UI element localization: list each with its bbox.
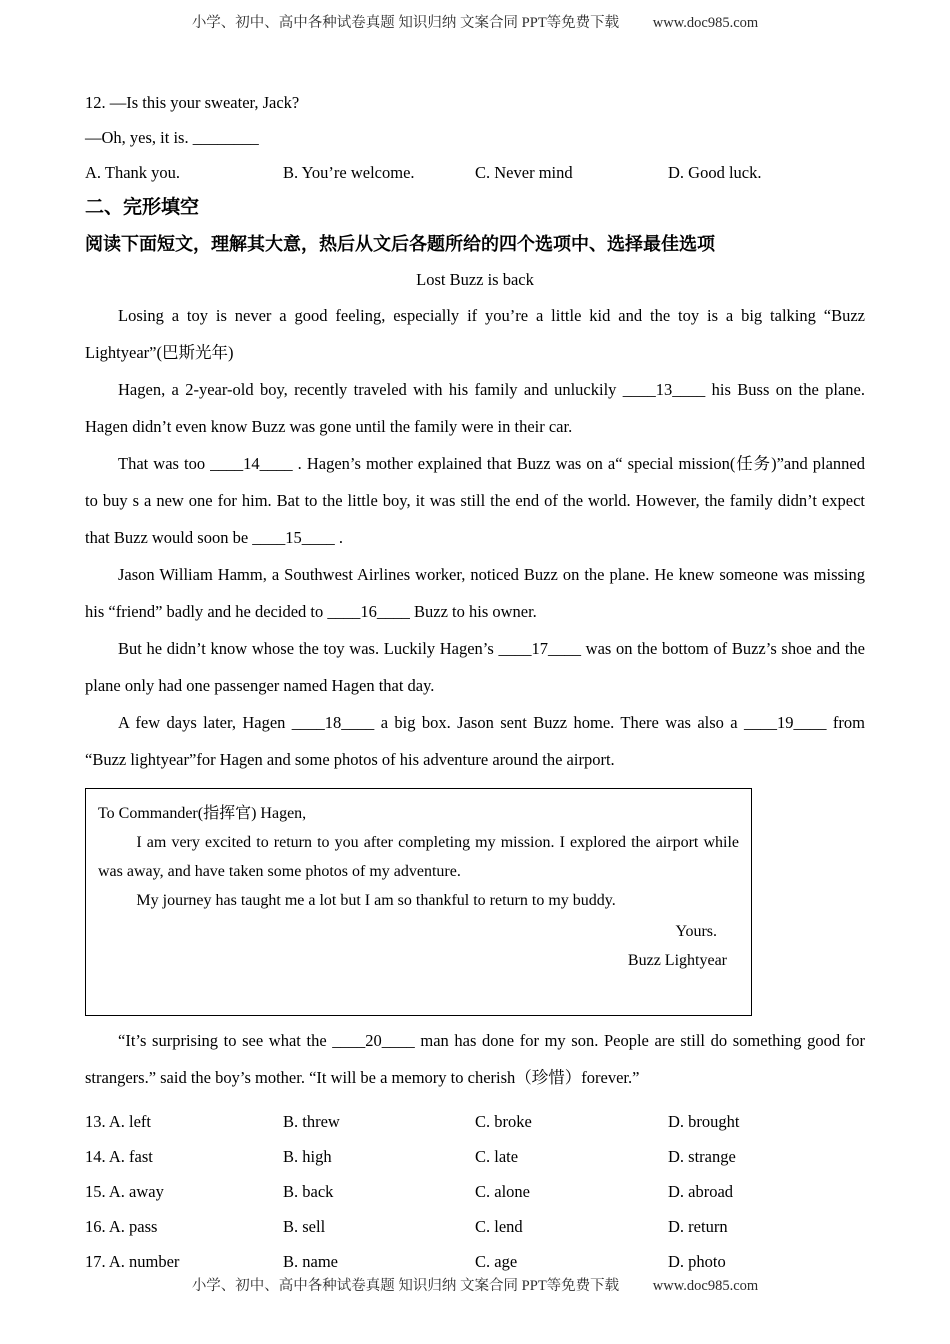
choice-cell: 14. A. fast [85,1147,153,1166]
question-12-line-1: 12. —Is this your sweater, Jack? [85,93,300,112]
choice-cell: D. photo [668,1252,726,1271]
choice-row [85,1244,865,1279]
choice-row [85,1104,865,1139]
choice-cell: 17. A. number [85,1252,180,1271]
question-12-options [85,155,865,190]
passage-paragraph: Hagen, a 2-year-old boy, recently traveled with his family and unluckily ____13____ his Buss on the plane. Hagen didn’t even know Buzz was gone until the family were in their car. [85,380,865,436]
choices-table [85,1104,865,1279]
choice-cell: B. threw [283,1112,340,1131]
cloze-passage [85,297,865,778]
choice-cell: B. name [283,1252,338,1271]
passage-paragraph: That was too ____14____ . Hagen’s mother explained that Buzz was on a“ special mission(任务)”and planned to buy s a new one for him. Bat to the little boy, it was still the end of the world. However, the family didn’t expect that Buzz would soon be ____15____ . [85,454,865,547]
choice-cell: D. brought [668,1112,740,1131]
passage-paragraph: A few days later, Hagen ____18____ a big box. Jason sent Buzz home. There was also a ____19____ from “Buzz lightyear”for Hagen and some photos of his adventure around the airport. [85,713,865,769]
choice-row [85,1139,865,1174]
choice-cell: D. strange [668,1147,736,1166]
choice-cell: B. high [283,1147,332,1166]
letter-signoff: Yours. [675,923,717,940]
letter-salutation: To Commander(指挥官) Hagen, [98,805,307,822]
choice-cell: C. lend [475,1217,523,1236]
section-instruction: 阅读下面短文，理解其大意，热后从文后各题所给的四个选项中、选择最佳选项 [85,234,715,254]
passage-title: Lost Buzz is back [416,270,534,289]
letter-paragraph: I am very excited to return to you after completing my mission. I explored the airport while was away, and have taken some photos of my adventure. [98,834,739,880]
letter-box [85,788,752,1016]
section-heading: 二、完形填空 [85,197,200,218]
header-site-url: www.doc985.com [652,15,759,31]
footer-text: 小学、初中、高中各种试卷真题 知识归纳 文案合同 PPT等免费下载 [191,1278,620,1294]
choice-cell: D. return [668,1217,728,1236]
choice-cell: C. age [475,1252,518,1271]
choice-cell: B. sell [283,1217,326,1236]
choice-row [85,1209,865,1244]
question-12-option-c: C. Never mind [475,163,573,182]
page-footer [0,1276,950,1296]
letter-paragraph: My journey has taught me a lot but I am so thankful to return to my buddy. [136,892,616,909]
choice-cell: C. alone [475,1182,530,1201]
choice-cell: 15. A. away [85,1182,164,1201]
question-12-block [85,85,865,297]
question-12-option-d: D. Good luck. [668,163,762,182]
choice-cell: 13. A. left [85,1112,151,1131]
letter-signature: Buzz Lightyear [627,952,727,969]
choice-cell: B. back [283,1182,334,1201]
choice-cell: C. late [475,1147,519,1166]
footer-site-url: www.doc985.com [652,1278,759,1294]
document-content [85,85,865,1279]
closing-paragraph: “It’s surprising to see what the ____20____ man has done for my son. People are still do something good for strangers.” said the boy’s mother. “It will be a memory to cherish（珍惜）forever.” [85,1031,865,1087]
passage-paragraph: But he didn’t know whose the toy was. Luckily Hagen’s ____17____ was on the bottom of Buzz’s shoe and the plane only had one passenger named Hagen that day. [85,639,865,695]
question-12-line-2: —Oh, yes, it is. ________ [85,128,259,147]
page-header [85,13,865,33]
choice-cell: 16. A. pass [85,1217,158,1236]
choice-cell: D. abroad [668,1182,734,1201]
choice-row [85,1174,865,1209]
question-12-option-b: B. You’re welcome. [283,163,415,182]
question-12-option-a: A. Thank you. [85,163,181,182]
choice-cell: C. broke [475,1112,532,1131]
header-text: 小学、初中、高中各种试卷真题 知识归纳 文案合同 PPT等免费下载 [191,15,620,31]
passage-paragraph: Losing a toy is never a good feeling, especially if you’re a little kid and the toy is a big talking “Buzz Lightyear”(巴斯光年) [85,306,865,362]
passage-paragraph: Jason William Hamm, a Southwest Airlines worker, noticed Buzz on the plane. He knew someone was missing his “friend” badly and he decided to ____16____ Buzz to his owner. [85,565,865,621]
